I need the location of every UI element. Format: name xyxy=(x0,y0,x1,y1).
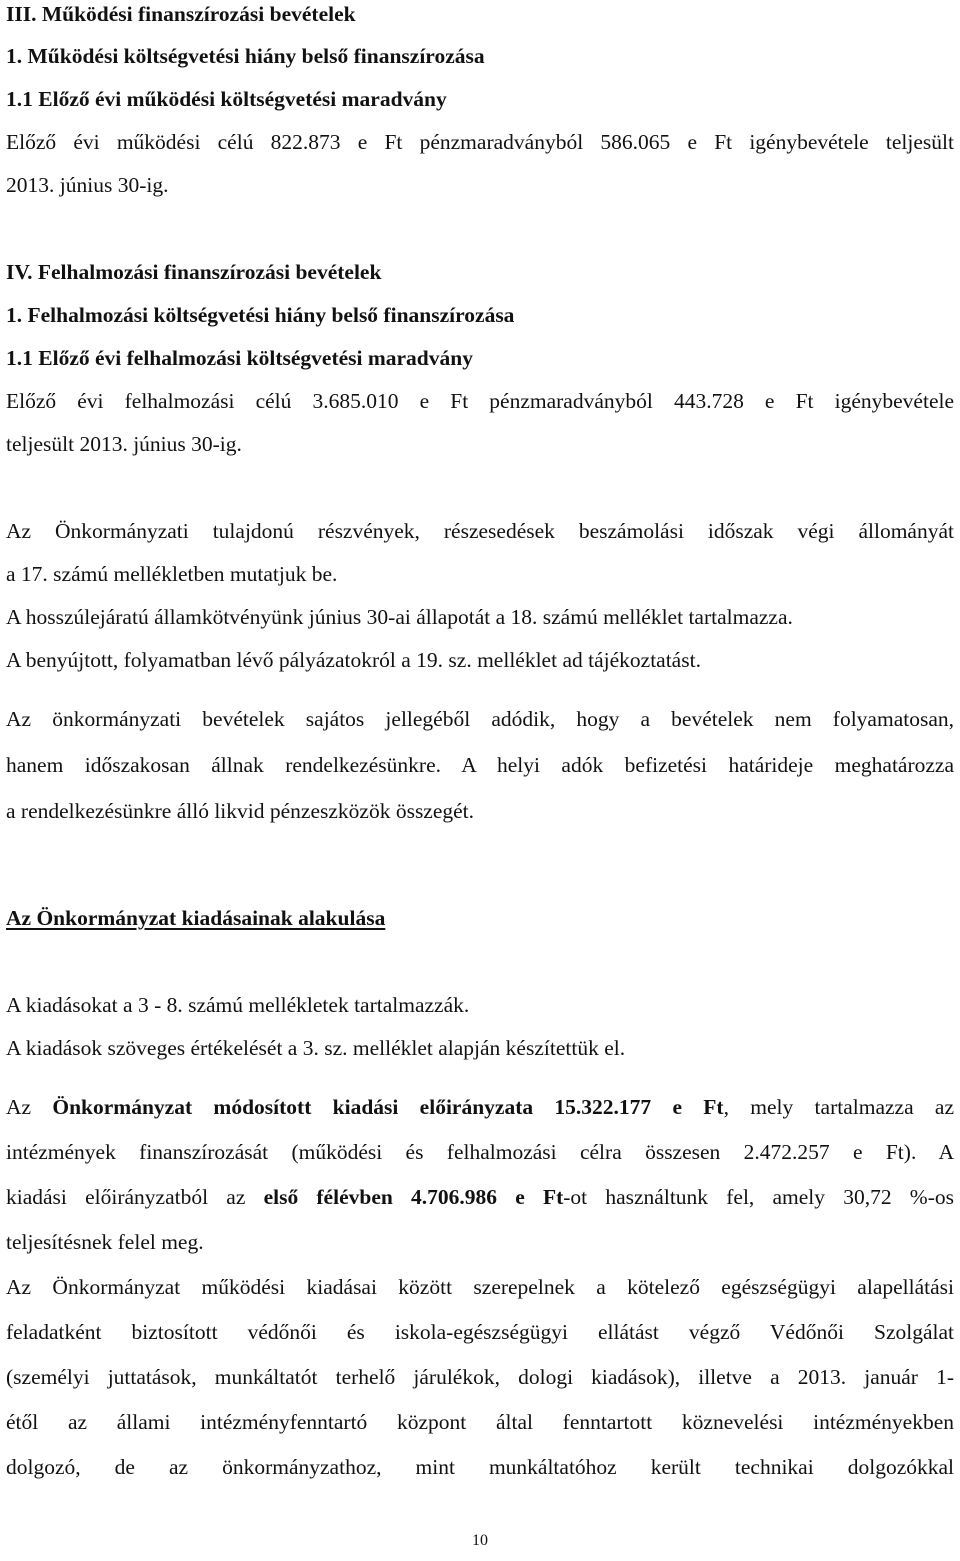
text-run-bold: első félévben 4.706.986 e Ft xyxy=(263,1185,564,1209)
paragraph-line: teljesítésnek felel meg. xyxy=(6,1230,204,1254)
paragraph-line: Az Önkormányzati tulajdonú részvények, részesedések beszámolási időszak végi állományát xyxy=(6,519,954,543)
paragraph-line: Az Önkormányzat működési kiadásai között szerepelnek a kötelező egészségügyi alapellátási xyxy=(6,1275,954,1299)
paragraph-line: a rendelkezésünkre álló likvid pénzeszközök összegét. xyxy=(6,799,475,823)
text-run: -ot használtunk fel, amely 30,72 %-os xyxy=(563,1185,954,1209)
paragraph-line: dolgozó, de az önkormányzathoz, mint munkáltatóhoz került technikai dolgozókkal xyxy=(6,1455,954,1479)
section-heading-3: III. Működési finanszírozási bevételek xyxy=(6,2,356,26)
paragraph-line: 2013. június 30-ig. xyxy=(6,173,169,197)
paragraph-line: Előző évi működési célú 822.873 e Ft pénzmaradványból 586.065 e Ft igénybevétele teljesült xyxy=(6,130,954,154)
text-run: Az xyxy=(6,1095,53,1119)
page-number: 10 xyxy=(472,1532,488,1549)
paragraph-line: A hosszúlejáratú államkötvényünk június 30-ai állapotát a 18. számú melléklet tartalmazza. xyxy=(6,605,793,629)
paragraph-line: a 17. számú mellékletben mutatjuk be. xyxy=(6,562,338,586)
section-heading-4: IV. Felhalmozási finanszírozási bevételek xyxy=(6,260,382,284)
subheading-3-1-1: 1.1 Előző évi működési költségvetési maradvány xyxy=(6,87,447,111)
paragraph-line: teljesült 2013. június 30-ig. xyxy=(6,432,242,456)
paragraph-line: Az önkormányzati bevételek sajátos jellegéből adódik, hogy a bevételek nem folyamatosan, xyxy=(6,707,954,731)
paragraph-line xyxy=(6,1093,954,1121)
paragraph-line: hanem időszakosan állnak rendelkezésünkre. A helyi adók befizetési határideje meghatározza xyxy=(6,753,954,777)
paragraph-line: A benyújtott, folyamatban lévő pályázatokról a 19. sz. melléklet ad tájékoztatást. xyxy=(6,648,701,672)
text-run: kiadási előirányzatból az xyxy=(6,1185,264,1209)
text-run: , mely tartalmazza az xyxy=(723,1095,954,1119)
paragraph-line: intézmények finanszírozását (működési és felhalmozási célra összesen 2.472.257 e Ft). A xyxy=(6,1140,954,1164)
paragraph-line: étől az állami intézményfenntartó központ által fenntartott köznevelési intézményekben xyxy=(6,1410,954,1434)
paragraph-line: A kiadásokat a 3 - 8. számú mellékletek tartalmazzák. xyxy=(6,993,470,1017)
paragraph-line xyxy=(6,1183,954,1211)
paragraph-line: feladatként biztosított védőnői és iskola-egészségügyi ellátást végző Védőnői Szolgálat xyxy=(6,1320,954,1344)
expenses-heading: Az Önkormányzat kiadásainak alakulása xyxy=(6,906,386,930)
text-run-bold: Önkormányzat módosított kiadási előirányzata 15.322.177 e Ft xyxy=(52,1095,724,1119)
subheading-4-1: 1. Felhalmozási költségvetési hiány belső finanszírozása xyxy=(6,303,515,327)
subheading-4-1-1: 1.1 Előző évi felhalmozási költségvetési maradvány xyxy=(6,346,473,370)
paragraph-line: (személyi juttatások, munkáltatót terhelő járulékok, dologi kiadások), illetve a 2013. január 1- xyxy=(6,1365,954,1389)
paragraph-line: Előző évi felhalmozási célú 3.685.010 e Ft pénzmaradványból 443.728 e Ft igénybevétele xyxy=(6,389,954,413)
subheading-3-1: 1. Működési költségvetési hiány belső finanszírozása xyxy=(6,44,485,68)
paragraph-line: A kiadások szöveges értékelését a 3. sz. melléklet alapján készítettük el. xyxy=(6,1036,626,1060)
